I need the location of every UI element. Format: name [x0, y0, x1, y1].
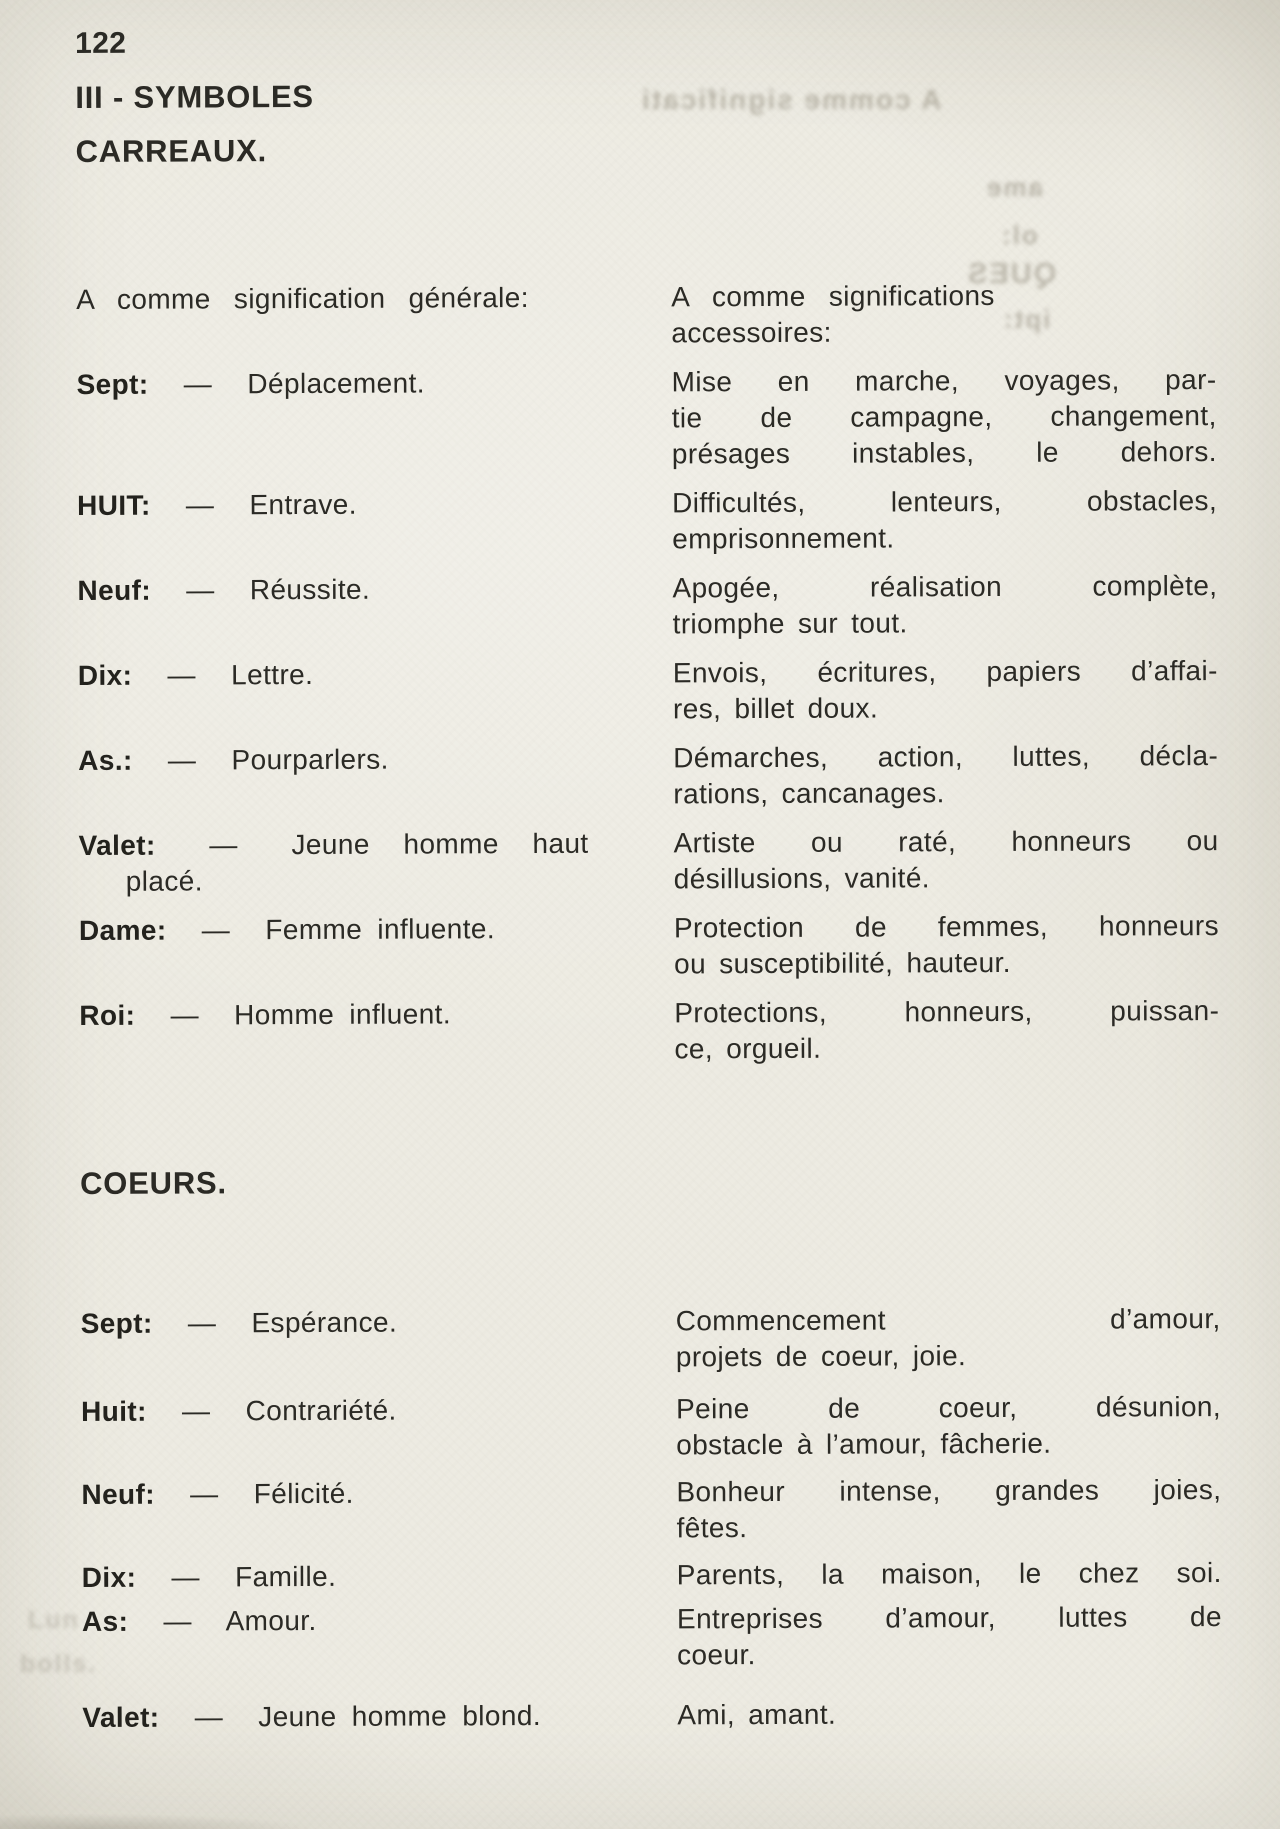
card-rank: Roi: — [79, 999, 136, 1031]
show-through-text: bolls. — [20, 1650, 98, 1678]
card-accessory-meaning: Ami, amant. — [677, 1698, 837, 1731]
card-general-meaning: Sept: — Espérance. — [80, 1306, 398, 1339]
em-dash-separator: — — [170, 999, 200, 1031]
card-accessory-meaning: Artiste ou raté, honneurs ou désillusions, vanité. — [673, 825, 1219, 895]
em-dash-separator: — — [201, 914, 231, 946]
page-content — [75, 21, 1227, 1736]
table-row — [82, 1695, 1227, 1736]
table-row — [81, 1389, 1226, 1466]
table-row — [81, 1301, 1226, 1378]
card-rank: Sept: — [80, 1307, 153, 1339]
em-dash-separator: — — [181, 1395, 211, 1427]
card-general-meaning: Sept: — Déplacement. — [76, 367, 425, 400]
table-row — [82, 1555, 1227, 1596]
column-header-accessory: A comme significations accessoires: — [671, 279, 995, 349]
card-rank: Neuf: — [77, 574, 152, 606]
card-rank: As.: — [78, 744, 133, 776]
card-accessory-meaning: Démarches, action, luttes, décla- rations, cancanages. — [673, 740, 1219, 810]
chapter-heading: III - SYMBOLES — [75, 78, 314, 115]
table-row — [81, 1472, 1226, 1549]
card-rank: Dame: — [78, 914, 167, 946]
card-rank: Neuf: — [81, 1478, 156, 1510]
card-accessory-meaning: Difficultés, lenteurs, obstacles, emprisonnement. — [672, 485, 1218, 555]
card-general-meaning: Neuf: — Félicité. — [81, 1477, 354, 1510]
card-accessory-meaning: Envois, écritures, papiers d’affai- res, billet doux. — [672, 655, 1218, 725]
column-header-general: A comme signification générale: — [76, 282, 529, 315]
card-rank: Valet: — [78, 829, 156, 861]
card-accessory-meaning: Entreprises d’amour, luttes de coeur. — [676, 1601, 1223, 1671]
card-general-meaning: As: — Amour. — [81, 1604, 317, 1637]
show-through-text: Lun — [28, 1606, 80, 1634]
em-dash-separator: — — [194, 1701, 224, 1733]
show-through-text: ol: — [1000, 220, 1038, 250]
card-accessory-meaning: Commencement d’amour, projets de coeur, joie. — [675, 1303, 1221, 1373]
card-general-meaning: Roi: — Homme influent. — [79, 998, 452, 1031]
em-dash-separator: — — [163, 1605, 192, 1637]
table-row — [77, 483, 1222, 560]
table-row — [78, 653, 1223, 730]
table-row — [79, 908, 1224, 985]
card-accessory-meaning: Bonheur intense, grandes joies, fêtes. — [676, 1474, 1222, 1544]
em-dash-separator: — — [187, 1307, 217, 1339]
column-header-row — [76, 277, 1221, 354]
card-rank: As: — [81, 1605, 129, 1637]
em-dash-separator: — — [186, 574, 215, 606]
card-general-meaning: Neuf: — Réussite. — [77, 573, 371, 606]
show-through-text: ame — [985, 172, 1044, 202]
show-through-text: QUES — [966, 258, 1057, 290]
card-accessory-meaning: Parents, la maison, le chez soi. — [676, 1557, 1222, 1591]
card-rank: Dix: — [81, 1561, 137, 1593]
card-general-meaning: As.: — Pourparlers. — [78, 743, 389, 776]
page-number: 122 — [75, 26, 127, 60]
card-general-meaning: HUIT: — Entrave. — [77, 488, 357, 521]
card-general-meaning: Dix: — Lettre. — [77, 658, 314, 691]
em-dash-separator: — — [185, 489, 215, 521]
card-general-meaning-continued: placé. — [125, 865, 203, 897]
card-rank: HUIT: — [77, 489, 151, 521]
card-rank: Sept: — [76, 368, 149, 400]
em-dash-separator: — — [167, 659, 196, 691]
card-accessory-meaning: Protection de femmes, honneurs ou susceptibilité, hauteur. — [673, 910, 1220, 980]
card-accessory-meaning: Peine de coeur, désunion, obstacle à l’amour, fâcherie. — [675, 1391, 1222, 1461]
card-general-meaning: Dix: — Famille. — [81, 1560, 337, 1593]
card-accessory-meaning: Apogée, réalisation complète, triomphe sur tout. — [672, 570, 1218, 640]
card-rank: Valet: — [82, 1701, 160, 1733]
show-through-text: A comme significati — [640, 84, 942, 115]
section-title-coeurs: COEURS. — [79, 1165, 227, 1201]
card-rank: Huit: — [80, 1395, 147, 1427]
card-general-meaning: Valet: — Jeune homme haut — [78, 827, 589, 861]
em-dash-separator: — — [171, 1561, 200, 1593]
em-dash-separator: — — [190, 1478, 219, 1510]
em-dash-separator: — — [183, 368, 213, 400]
em-dash-separator: — — [209, 829, 238, 861]
card-general-meaning: Huit: — Contrariété. — [80, 1394, 397, 1427]
table-row — [76, 362, 1221, 475]
card-rank: Dix: — [77, 659, 133, 691]
table-row — [82, 1599, 1227, 1676]
card-general-meaning: Valet: — Jeune homme blond. — [82, 1699, 542, 1733]
card-general-meaning: Dame: — Femme influente. — [78, 913, 496, 946]
table-row — [79, 993, 1224, 1070]
section-title-carreaux: CARREAUX. — [75, 133, 268, 169]
em-dash-separator: — — [167, 744, 197, 776]
card-accessory-meaning: Protections, honneurs, puissan- ce, orgueil. — [674, 995, 1220, 1065]
card-accessory-meaning: Mise en marche, voyages, par- tie de campagne, changement, présages instables, le dehors. — [671, 364, 1217, 470]
table-row — [78, 823, 1223, 900]
table-row — [77, 568, 1222, 645]
show-through-text: ipt: — [1002, 304, 1051, 334]
table-row — [78, 738, 1223, 815]
